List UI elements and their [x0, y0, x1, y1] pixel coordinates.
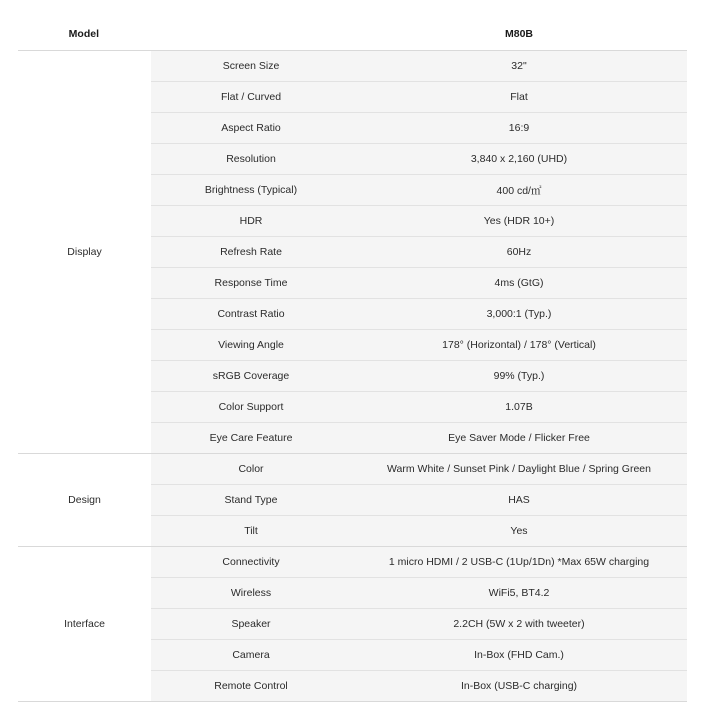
header-spacer: [151, 17, 351, 51]
spec-value: In-Box (FHD Cam.): [351, 640, 687, 671]
spec-label: Speaker: [151, 609, 351, 640]
spec-value: 32": [351, 51, 687, 82]
model-header-value: M80B: [351, 17, 687, 51]
spec-label: Wireless: [151, 578, 351, 609]
spec-label: sRGB Coverage: [151, 361, 351, 392]
spec-value: Yes (HDR 10+): [351, 206, 687, 237]
spec-table-header: [18, 17, 687, 51]
spec-value: 3,000:1 (Typ.): [351, 299, 687, 330]
spec-value: 99% (Typ.): [351, 361, 687, 392]
spec-row: [18, 51, 687, 82]
spec-label: Screen Size: [151, 51, 351, 82]
spec-value: 178° (Horizontal) / 178° (Vertical): [351, 330, 687, 361]
spec-label: Color: [151, 454, 351, 485]
spec-value: 3,840 x 2,160 (UHD): [351, 144, 687, 175]
spec-label: Eye Care Feature: [151, 423, 351, 454]
spec-label: Brightness (Typical): [151, 175, 351, 206]
spec-label: Camera: [151, 640, 351, 671]
category-cell: Display: [18, 51, 151, 454]
spec-label: Response Time: [151, 268, 351, 299]
spec-value: 400 cd/㎡: [351, 175, 687, 206]
spec-label: Aspect Ratio: [151, 113, 351, 144]
spec-row: [18, 547, 687, 578]
spec-table-body: [18, 51, 687, 702]
spec-row: [18, 454, 687, 485]
spec-value: Warm White / Sunset Pink / Daylight Blue / Spring Green: [351, 454, 687, 485]
spec-value: In-Box (USB-C charging): [351, 671, 687, 702]
spec-label: Stand Type: [151, 485, 351, 516]
spec-value: 2.2CH (5W x 2 with tweeter): [351, 609, 687, 640]
spec-value: HAS: [351, 485, 687, 516]
spec-value: 60Hz: [351, 237, 687, 268]
spec-label: HDR: [151, 206, 351, 237]
spec-value: WiFi5, BT4.2: [351, 578, 687, 609]
spec-value: Yes: [351, 516, 687, 547]
spec-value: 16:9: [351, 113, 687, 144]
spec-label: Flat / Curved: [151, 82, 351, 113]
spec-label: Resolution: [151, 144, 351, 175]
spec-label: Remote Control: [151, 671, 351, 702]
spec-label: Contrast Ratio: [151, 299, 351, 330]
spec-value: Eye Saver Mode / Flicker Free: [351, 423, 687, 454]
spec-value: Flat: [351, 82, 687, 113]
spec-value: 1.07B: [351, 392, 687, 423]
spec-value: 4ms (GtG): [351, 268, 687, 299]
spec-label: Tilt: [151, 516, 351, 547]
header-row: [18, 17, 687, 51]
spec-label: Viewing Angle: [151, 330, 351, 361]
spec-label: Refresh Rate: [151, 237, 351, 268]
spec-label: Color Support: [151, 392, 351, 423]
model-header-label: Model: [18, 17, 151, 51]
spec-value: 1 micro HDMI / 2 USB-C (1Up/1Dn) *Max 65W charging: [351, 547, 687, 578]
spec-table: [18, 17, 687, 702]
spec-label: Connectivity: [151, 547, 351, 578]
category-cell: Interface: [18, 547, 151, 702]
category-cell: Design: [18, 454, 151, 547]
